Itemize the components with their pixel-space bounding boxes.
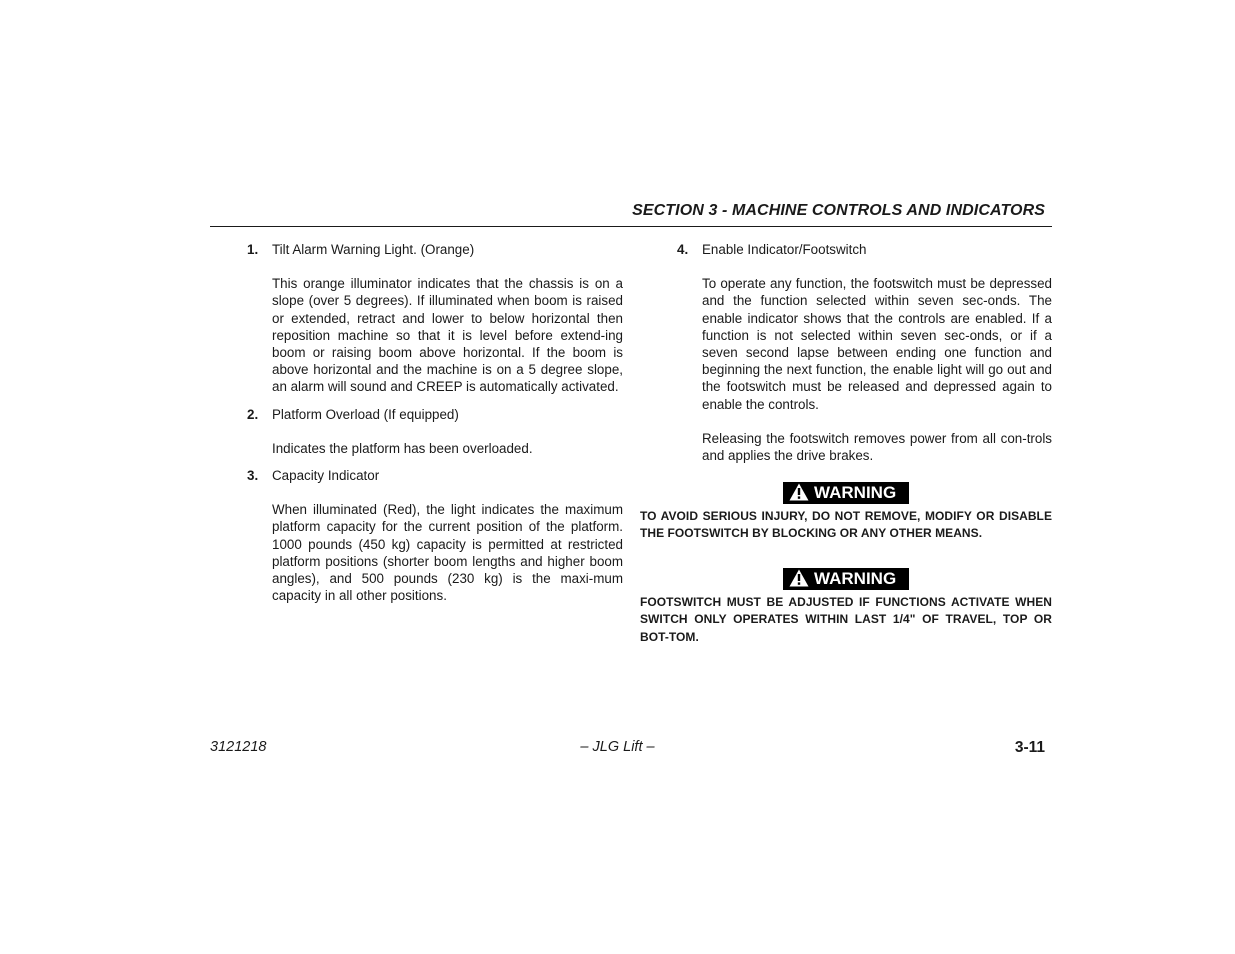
item-heading: Platform Overload (If equipped) [272,406,459,422]
warning-text: FOOTSWITCH MUST BE ADJUSTED IF FUNCTIONS ACTIVATE WHEN SWITCH ONLY OPERATES WITHIN LAST 1/4" OF TRAVEL, TOP OR BOT-TOM. [640,595,1052,644]
item-heading: Tilt Alarm Warning Light. (Orange) [272,242,475,257]
warning-box [640,482,1052,543]
list-item [677,241,1052,464]
list-item [247,406,623,457]
warning-box [640,568,1052,646]
warning-text: TO AVOID SERIOUS INJURY, DO NOT REMOVE, MODIFY OR DISABLE THE FOOTSWITCH BY BLOCKING OR ANY OTHER MEANS. [640,509,1052,541]
warning-label [783,568,909,590]
item-number: 1. [247,242,259,257]
item-description: To operate any function, the footswitch must be depressed and the function selected within seven sec-onds. The enable indicator shows that the controls are enabled. If a function is not selected within seven sec-onds, or if a seven second lapse between ending one function and beginning the next function, the enable light will go out and the footswitch must be released and depressed again to enable the controls. [702,276,1052,412]
right-column [677,241,1052,474]
header-divider [210,226,1052,227]
item-description: Indicates the platform has been overloaded. [272,440,533,456]
item-number: 3. [247,468,259,484]
warning-label-text: WARNING [814,569,897,588]
item-heading: Capacity Indicator [272,468,380,484]
left-column [247,241,623,614]
list-item [247,467,623,604]
section-title: SECTION 3 - MACHINE CONTROLS AND INDICATORS [632,202,1045,219]
list-item [247,241,623,396]
item-description: Releasing the footswitch removes power from all con-trols and applies the drive brakes. [702,430,1052,464]
warning-label [783,482,909,504]
document-number: 3121218 [210,739,267,755]
warning-triangle-icon [789,483,809,501]
item-description: When illuminated (Red), the light indicates the maximum platform capacity for the current position of the platform. 1000 pounds (450 kg) capacity is permitted at restricted platform positions (shorter boom lengths and higher boom angles), and 500 pounds (230 kg) is the maxi-mum capacity in all other positions. [272,502,623,604]
item-number: 2. [247,406,259,422]
warning-triangle-icon [789,569,809,587]
warning-label-text: WARNING [814,483,897,502]
item-number: 4. [677,242,689,257]
footer-brand: – JLG Lift – [580,739,655,755]
page-number: 3-11 [1014,739,1045,756]
item-description: This orange illuminator indicates that the chassis is on a slope (over 5 degrees). If illuminated when boom is raised or extended, retract and lower to below horizontal then reposition machine so that it is level before extend-ing boom or raising boom above horizontal. If the boom is above horizontal and the machine is on a 5 degree slope, an alarm will sound and CREEP is automatically activated. [272,276,623,395]
item-heading: Enable Indicator/Footswitch [702,242,867,257]
